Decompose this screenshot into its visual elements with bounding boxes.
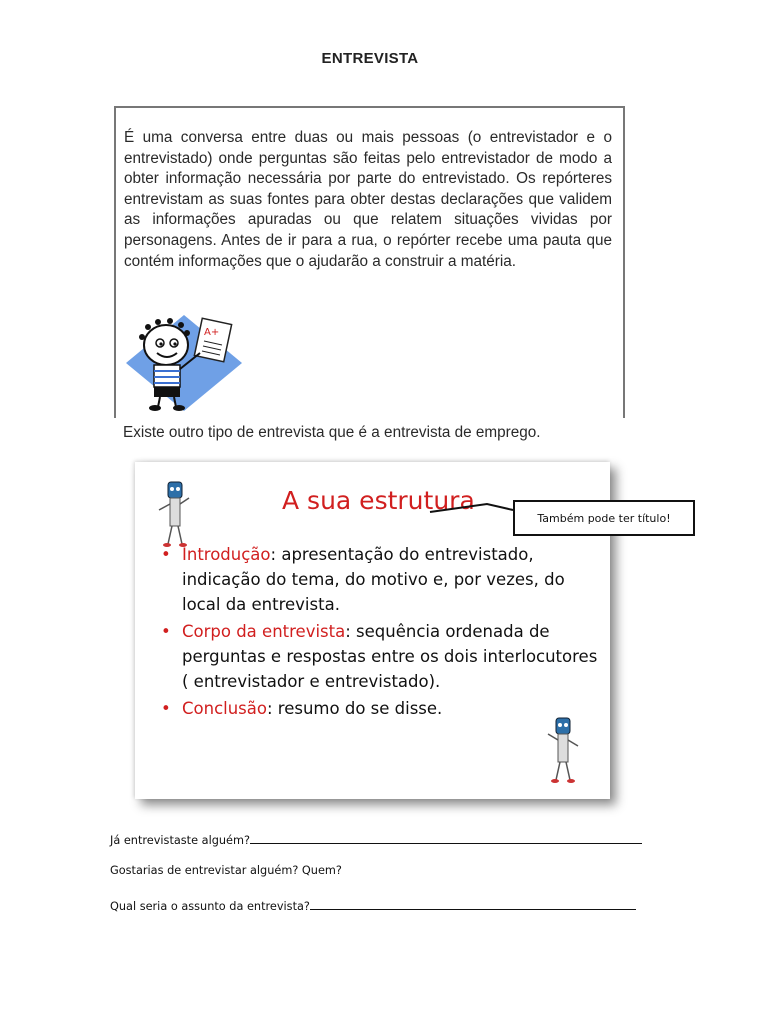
answer-line[interactable] [310, 897, 636, 910]
question-text: Qual seria o assunto da entrevista? [110, 900, 310, 913]
definition-text: É uma conversa entre duas ou mais pessoas (o entrevistador e o entrevistado) onde perguntas são feitas pelo entrevistador de modo a obter informação necessária por parte do entrevistado. Os repórteres entrevistam as suas fontes para obter destas declarações que validem as informações apuradas ou que relatem situações vividas por personagens. Antes de ir para a rua, o repórter recebe uma pauta que contém informações que o ajudarão a construir a matéria. [124, 129, 612, 270]
list-item [161, 542, 601, 617]
structure-list [161, 542, 601, 723]
list-item-text: : apresentação do entrevistado, indicação do tema, do motivo e, por vezes, do local da entrevista. [182, 545, 565, 614]
reporter-cartoon-icon [124, 313, 244, 413]
question-3 [110, 897, 636, 913]
page-title: ENTREVISTA [321, 50, 419, 67]
question-2 [110, 864, 342, 877]
callout-box: Também pode ter título! [513, 500, 695, 536]
badge-text: A+ [204, 327, 220, 338]
list-item [161, 619, 601, 694]
list-item-term: Introdução [182, 545, 271, 564]
question-1 [110, 831, 642, 847]
question-text: Gostarias de entrevistar alguém? Quem? [110, 864, 342, 877]
list-item-term: Corpo da entrevista [182, 622, 346, 641]
pen-robot-icon [157, 480, 193, 550]
definition-box [114, 106, 625, 418]
answer-line[interactable] [250, 831, 642, 844]
list-item-text: : sequência ordenada de perguntas e respostas entre os dois interlocutores ( entrevistador e entrevistado). [182, 622, 598, 691]
question-text: Já entrevistaste alguém? [110, 834, 250, 847]
list-item-term: Conclusão [182, 699, 267, 718]
other-interview-type-text: Existe outro tipo de entrevista que é a entrevista de emprego. [123, 424, 541, 441]
slide-title: A sua estrutura [282, 486, 475, 515]
list-item [161, 696, 601, 721]
pen-robot-icon [545, 716, 581, 786]
list-item-text: : resumo do se disse. [267, 699, 443, 718]
